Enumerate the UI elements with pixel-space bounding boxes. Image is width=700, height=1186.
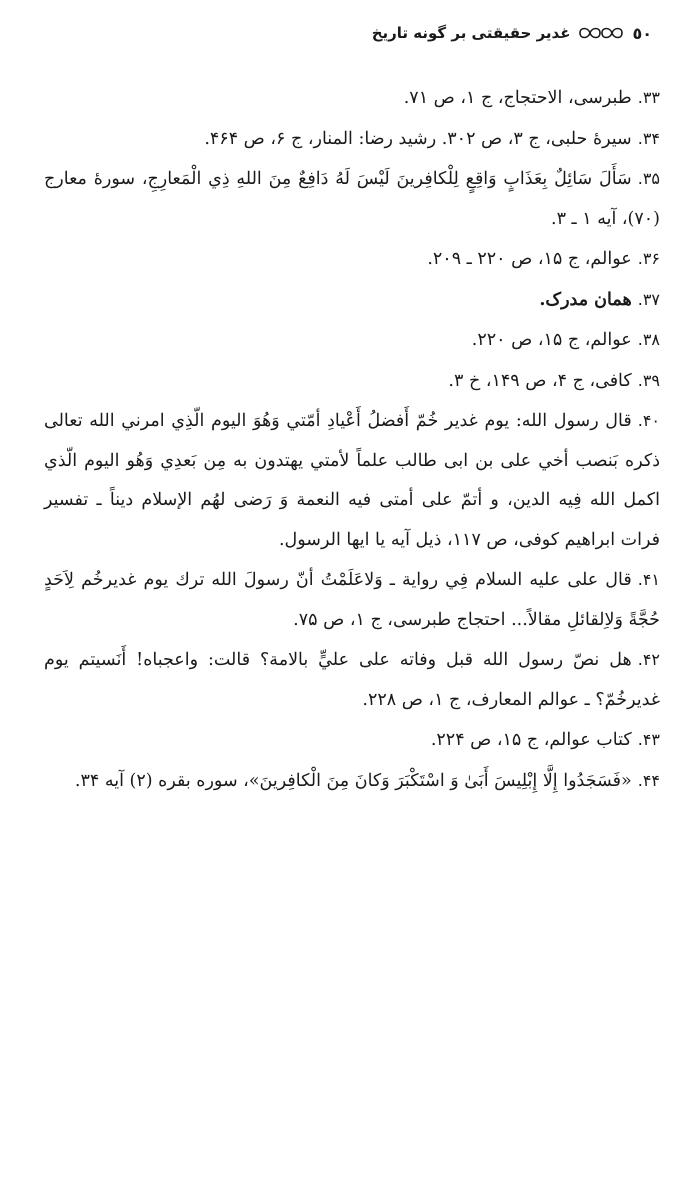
note-text: سَأَلَ سَائِلٌ بِعَذَابٍ وَاقِعٍ لِلْكافِرينَ لَيْسَ لَهُ دَافِعٌ مِنَ اللهِ ذِي الْمَعارِجِ، سورهٔ معارج (۷۰)، آیه ۱ ـ ۳.	[44, 169, 660, 229]
endnote-38	[44, 320, 660, 361]
note-text: کافی، ج ۴، ص ۱۴۹، خ ۳.	[448, 370, 632, 391]
note-text: «فَسَجَدُوا إِلَّا إِبْلِيسَ أَبَىٰ وَ اسْتَكْبَرَ وَكانَ مِنَ الْكافِرينَ»، سوره بقره (۲) آیه ۳۴.	[74, 770, 632, 791]
note-text: سیرهٔ حلبی، ج ۳، ص ۳۰۲. رشید رضا: المنار، ج ۶، ص ۴۶۴.	[204, 128, 632, 149]
note-number: ۴۲.	[637, 650, 660, 669]
note-text: عوالم، ج ۱۵، ص ۲۲۰.	[471, 330, 632, 350]
note-number: ۳۹.	[637, 370, 660, 390]
running-title: غدیر حقیقتی بر گونه تاریخ	[371, 24, 571, 42]
endnote-35	[44, 159, 660, 239]
note-number: ۳۷.	[637, 289, 660, 309]
note-text: همان مدرک.	[539, 289, 632, 310]
running-header	[48, 18, 652, 48]
decorative-knot-ornament-icon	[576, 24, 626, 42]
endnote-44	[44, 761, 660, 802]
endnote-34	[44, 119, 660, 160]
endnote-41	[44, 560, 660, 640]
note-number: ۳۸.	[637, 330, 660, 349]
note-number: ۳۵.	[637, 169, 660, 188]
endnotes-list	[44, 78, 660, 801]
note-text: هل نصّ رسول الله قبل وفاته على عليٍّ بالامة؟ قالت: واعجباه! أَنَسيتم يوم غديرخُمّ؟ ـ عوالم المعارف، ج ۱، ص ۲۲۸.	[44, 650, 660, 710]
endnote-36	[44, 239, 660, 280]
endnote-33	[44, 78, 660, 119]
endnote-37	[44, 280, 660, 321]
note-number: ۴۳.	[637, 730, 660, 749]
endnote-43	[44, 720, 660, 761]
endnote-42	[44, 640, 660, 720]
note-number: ۴۴.	[637, 770, 660, 790]
note-number: ۴۰.	[637, 411, 660, 430]
note-text: کتاب عوالم، ج ۱۵، ص ۲۲۴.	[430, 730, 632, 750]
note-number: ۳۴.	[637, 128, 660, 148]
endnote-40	[44, 401, 660, 560]
note-text: طبرسی، الاحتجاج، ج ۱، ص ۷۱.	[403, 88, 632, 108]
endnote-39	[44, 361, 660, 402]
note-text: قال على عليه السلام فِي رواية ـ وَلاعَلَمْتُ أنّ رسولَ الله ترك يوم غديرخُم لِاَحَدٍ حُجَّةً وَلاِلقائلِ مقالاً... احتجاج طبرسی، ج ۱، ص ۷۵.	[44, 570, 660, 630]
page-number: ٥٠	[632, 23, 652, 43]
note-number: ۳۶.	[637, 249, 660, 268]
note-text: قال رسول الله: يوم غدير خُمّ أَفضلُ أَعْيادِ أمّتي وَهُوَ اليوم الّذِي امرني الله تعالى ذكره بَنصب أخي على بن ابى طالب علماً لأمتي يهتدون به مِن بَعدِي وَهُو اليوم الّذي اكمل الله فِيه الدين، و أتمّ على أمتى فيه النعمة وَ رَضى لهُم الإسلام ديناً ـ تفسير فرات ابراهيم كوفى، ص ۱۱۷، ذیل آیه یا ایها الرسول.	[44, 411, 660, 550]
note-number: ۳۳.	[637, 88, 660, 107]
note-text: عوالم، ج ۱۵، ص ۲۲۰ ـ ۲۰۹.	[427, 249, 632, 269]
note-number: ۴۱.	[637, 570, 660, 589]
